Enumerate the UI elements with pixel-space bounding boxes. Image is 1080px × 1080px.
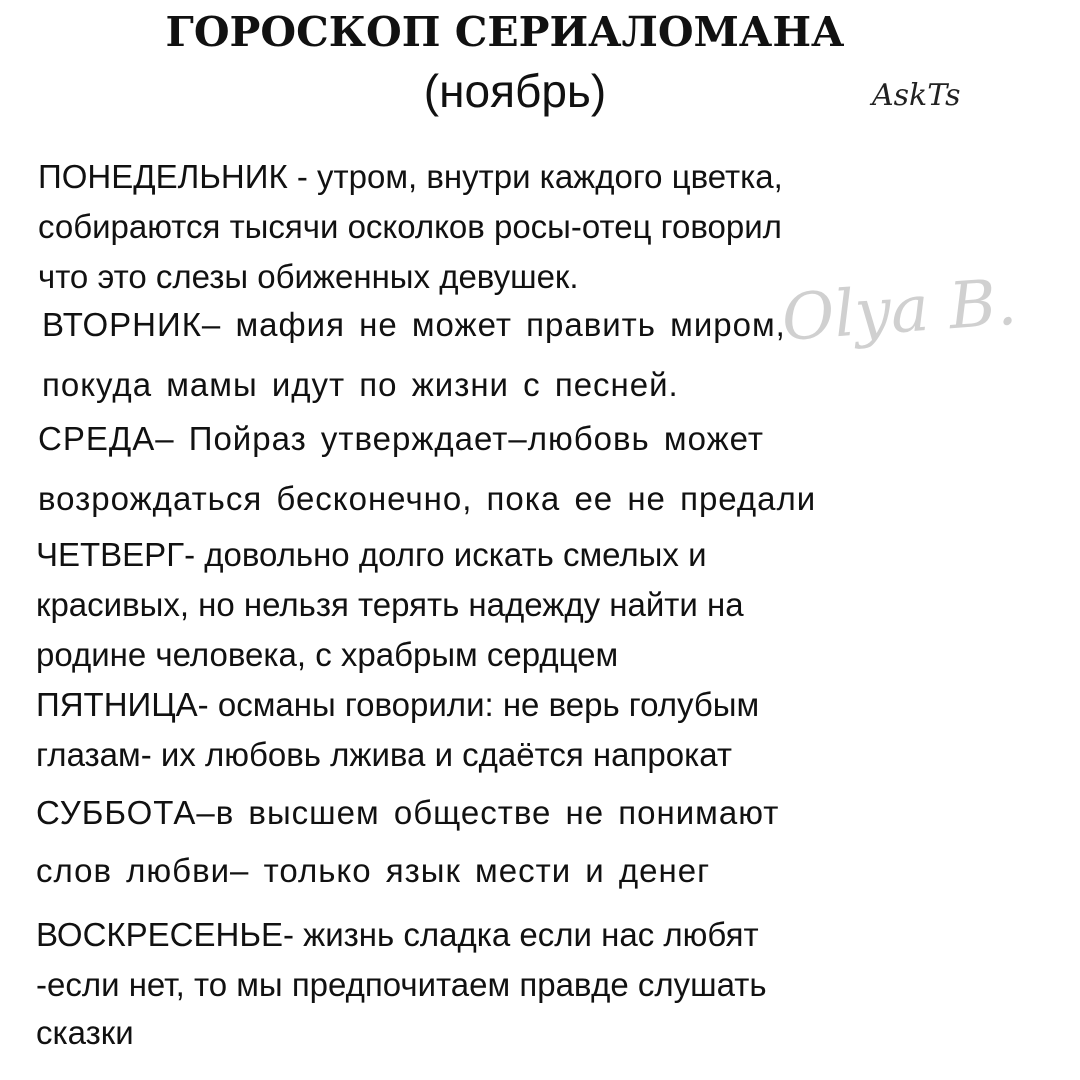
page-subtitle: (ноябрь) xyxy=(423,65,607,117)
monday-line-1: ПОНЕДЕЛЬНИК - утром, внутри каждого цветка, xyxy=(38,158,783,195)
tuesday-line-2: покуда мамы идут по жизни с песней. xyxy=(42,366,679,403)
page-title: ГОРОСКОП СЕРИАЛОМАНА xyxy=(165,8,845,56)
author-signature: AskTs xyxy=(872,78,961,113)
thursday-line-3: родине человека, с храбрым сердцем xyxy=(36,636,619,673)
wednesday-line-2: возрождаться бесконечно, пока ее не предали xyxy=(38,480,817,517)
monday-line-2: собираются тысячи осколков росы-отец говорил xyxy=(38,208,782,245)
sunday-line-3: сказки xyxy=(36,1014,134,1051)
thursday-line-2: красивых, но нельзя терять надежду найти на xyxy=(36,586,744,623)
friday-line-1: ПЯТНИЦА- османы говорили: не верь голубым xyxy=(36,686,760,723)
sunday-line-2: -если нет, то мы предпочитаем правде слушать xyxy=(36,966,767,1003)
saturday-line-2: слов любви– только язык мести и денег xyxy=(36,852,711,889)
monday-line-3: что это слезы обиженных девушек. xyxy=(38,258,579,295)
friday-line-2: глазам- их любовь лжива и сдаётся напрокат xyxy=(36,736,732,773)
sunday-line-1: ВОСКРЕСЕНЬЕ- жизнь сладка если нас любят xyxy=(36,916,759,953)
saturday-line-1: СУББОТА–в высшем обществе не понимают xyxy=(36,794,780,831)
thursday-line-1: ЧЕТВЕРГ- довольно долго искать смелых и xyxy=(36,536,707,573)
tuesday-line-1: ВТОРНИК– мафия не может править миром, xyxy=(42,306,786,343)
watermark: Olya B. xyxy=(779,265,1019,356)
wednesday-line-1: СРЕДА– Пойраз утверждает–любовь может xyxy=(38,420,765,457)
